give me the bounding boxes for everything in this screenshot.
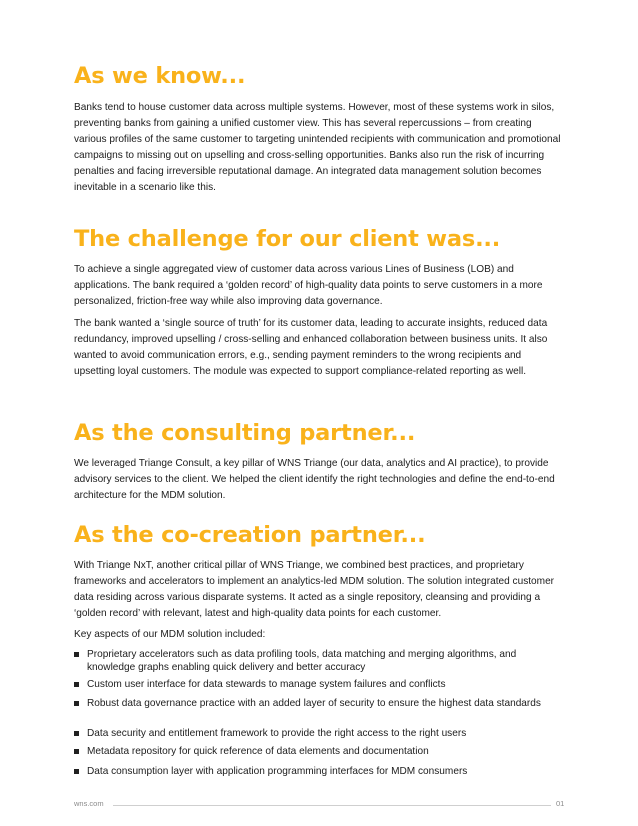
list-item [74, 697, 541, 710]
square-bullet-icon [74, 769, 79, 774]
square-bullet-icon [74, 682, 79, 687]
section-heading-challenge: The challenge for our client was... [74, 226, 501, 252]
section-heading-consulting-partner: As the consulting partner... [74, 420, 416, 446]
square-bullet-icon [74, 652, 79, 657]
list-item-text: Proprietary accelerators such as data profiling tools, data matching and merging algorithms, and knowledge graphs enabling quick delivery and better accuracy [87, 649, 517, 673]
list-item-text: Robust data governance practice with an added layer of security to ensure the highest data standards [87, 698, 541, 709]
square-bullet-icon [74, 731, 79, 736]
section-paragraph: We leveraged Triange Consult, a key pillar of WNS Triange (our data, analytics and AI practice), to provide advisory services to the client. We helped the client identify the right technologies and define the end-to-end architecture for the MDM solution. [74, 458, 555, 501]
list-item [74, 727, 466, 740]
list-item-text: Metadata repository for quick reference of data elements and documentation [87, 746, 429, 757]
square-bullet-icon [74, 701, 79, 706]
section-paragraph: To achieve a single aggregated view of customer data across various Lines of Business (LOB) and applications. The bank required a ‘golden record’ of high-quality data points to serve customers in a more personalized, friction-free way while also improving data governance. [74, 264, 543, 307]
list-item [74, 678, 446, 691]
list-item [74, 648, 564, 674]
section-paragraph: With Triange NxT, another critical pillar of WNS Triange, we combined best practices, and proprietary frameworks and accelerators to implement an analytics-led MDM solution. The solution integrated customer data residing across various disparate systems. It acted as a single repository, cleansing and providing a ‘golden record’ with relevant, latest and high-quality data points for each customer. [74, 560, 555, 619]
footer-divider [113, 805, 551, 806]
section-paragraph: Key aspects of our MDM solution included: [74, 629, 266, 640]
list-item [74, 765, 467, 778]
list-item [74, 745, 429, 758]
list-item-text: Custom user interface for data stewards to manage system failures and conflicts [87, 679, 446, 690]
list-item-text: Data consumption layer with application programming interfaces for MDM consumers [87, 766, 468, 777]
section-paragraph: Banks tend to house customer data across multiple systems. However, most of these systems work in silos, preventing banks from gaining a unified customer view. This has several repercussions – from creating various profiles of the same customer to targeting unintended recipients with communication and promotional campaigns to missing out on upselling and cross-selling opportunities. Banks also run the risk of incurring penalties and facing irreversible reputational damage. An integrated data management solution becomes inevitable in a scenario like this. [74, 102, 561, 193]
list-item-text: Data security and entitlement framework to provide the right access to the right users [87, 728, 467, 739]
footer-url: wns.com [74, 799, 104, 808]
square-bullet-icon [74, 749, 79, 754]
section-heading-co-creation-partner: As the co-creation partner... [74, 522, 426, 548]
section-paragraph: The bank wanted a ‘single source of truth’ for its customer data, leading to accurate insights, reduced data redundancy, improved upselling / cross-selling and enhanced collaboration between business units. It also wanted to avoid communication errors, e.g., sending payment reminders to the wrong recipients and upsetting loyal customers. The module was expected to support compliance-related reporting as well. [74, 318, 548, 377]
section-heading-as-we-know: As we know... [74, 63, 246, 89]
page-number: 01 [556, 799, 565, 808]
